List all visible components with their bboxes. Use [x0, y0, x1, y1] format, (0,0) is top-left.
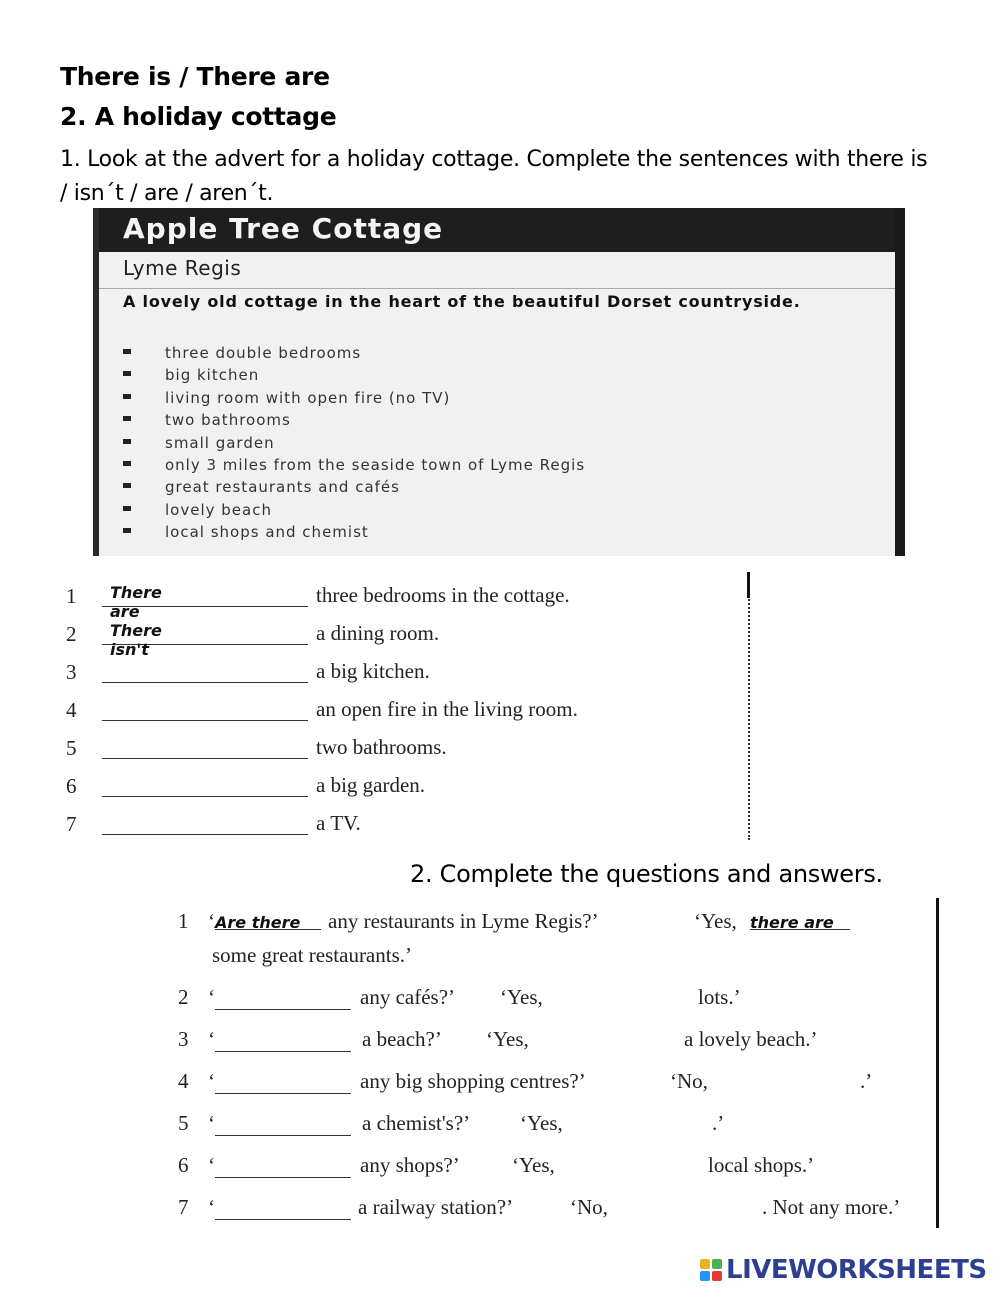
bullet-icon — [123, 528, 131, 533]
answer-blank[interactable] — [102, 682, 308, 683]
cottage-advert — [93, 208, 905, 556]
advert-description: A lovely old cottage in the heart of the beautiful Dorset countryside. — [123, 292, 801, 311]
answer-blank[interactable]: there are — [750, 909, 850, 930]
answer-blank[interactable] — [102, 834, 308, 835]
advert-header — [99, 208, 895, 252]
answer-blank[interactable] — [102, 796, 308, 797]
feature-item: only 3 miles from the seaside town of Lyme Regis — [123, 454, 585, 476]
feature-item: big kitchen — [123, 364, 585, 386]
instruction-1: 1. Look at the advert for a holiday cottage. Complete the sentences with there is / isn´t / are / aren´t. — [60, 147, 928, 206]
bullet-icon — [123, 506, 131, 511]
dotted-divider — [748, 572, 750, 840]
answer-blank[interactable] — [215, 1031, 351, 1052]
bullet-icon — [123, 349, 131, 354]
answer-blank[interactable] — [102, 758, 308, 759]
advert-feature-list — [123, 342, 585, 544]
filled-answer: There isn't — [110, 621, 162, 659]
advert-divider — [99, 288, 895, 289]
answer-blank[interactable]: Are there — [215, 909, 321, 930]
answer-blank[interactable] — [215, 1073, 351, 1094]
bullet-icon — [123, 439, 131, 444]
feature-item: three double bedrooms — [123, 342, 585, 364]
filled-answer: There are — [110, 583, 162, 621]
advert-title: Apple Tree Cottage — [123, 212, 444, 245]
bullet-icon — [123, 371, 131, 376]
feature-item: local shops and chemist — [123, 521, 585, 543]
bullet-icon — [123, 394, 131, 399]
feature-item: great restaurants and cafés — [123, 476, 585, 498]
answer-blank[interactable] — [215, 989, 351, 1010]
answer-blank[interactable] — [215, 1115, 351, 1136]
answer-blank[interactable] — [215, 1199, 351, 1220]
feature-item: small garden — [123, 432, 585, 454]
divider-bar — [747, 572, 750, 598]
liveworksheets-icon — [700, 1259, 722, 1281]
liveworksheets-logo — [700, 1255, 987, 1285]
page-title: There is / There are — [60, 62, 330, 91]
page-subtitle: 2. A holiday cottage — [60, 102, 337, 131]
answer-blank[interactable] — [102, 720, 308, 721]
bullet-icon — [123, 416, 131, 421]
divider-line — [936, 898, 939, 1228]
brand-name: LIVEWORKSHEETS — [726, 1255, 987, 1285]
exercise-1: 1 There are three bedrooms in the cottage. 2 There isn't a dining room. 3 a big kitchen. 4 an open fire in the living room. 5 two bathrooms. 6 a big garden. 7 a TV. — [66, 583, 578, 836]
feature-item: lovely beach — [123, 499, 585, 521]
feature-item: living room with open fire (no TV) — [123, 387, 585, 409]
answer-blank[interactable] — [215, 1157, 351, 1178]
feature-item: two bathrooms — [123, 409, 585, 431]
bullet-icon — [123, 483, 131, 488]
bullet-icon — [123, 461, 131, 466]
advert-location: Lyme Regis — [123, 256, 242, 280]
instruction-2: 2. Complete the questions and answers. — [410, 860, 883, 888]
